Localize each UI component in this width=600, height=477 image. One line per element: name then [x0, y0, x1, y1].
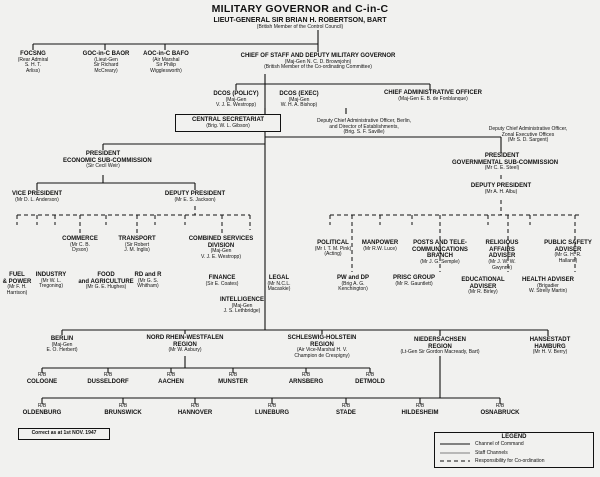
- rb-aachen: R/B AACHEN: [158, 372, 184, 385]
- goc-baor-title: GOC-in-C BAOR: [82, 51, 130, 57]
- legend-item-staff: Staff Channels: [475, 450, 508, 456]
- rb-detmold: R/B DETMOLD: [355, 372, 385, 385]
- industry-box: INDUSTRY (Mr W. L. Tregoning): [35, 272, 67, 290]
- region-niedersachsen: NIEDERSACHSEN REGION (Lt-Gen Sir Gordon Macready, Bart): [400, 337, 480, 356]
- legal-box: LEGAL (Mr N.C.L. Macaskie): [267, 275, 291, 293]
- fuel-power-box: FUEL & POWER (Mr F. H. Harrison): [2, 272, 32, 297]
- deputy-president-gov-box: DEPUTY PRESIDENT (Mr A. H. Albu): [470, 183, 532, 195]
- dcos-policy-box: DCOS (POLICY) (Maj-Gen V. J. E. Westropp): [213, 91, 259, 109]
- military-governor-note: (British Member of the Control Council): [256, 24, 344, 30]
- rb-oldenburg: R/B OLDENBURG: [22, 403, 62, 416]
- date-note: Correct as at 1st NOV. 1947: [18, 428, 110, 440]
- health-adviser-box: HEALTH ADVISER (Brigadier W. Strelly Martin): [521, 277, 574, 295]
- central-secretariat-box: CENTRAL SECRETARIAT (Brig. W. L. Gibson): [175, 114, 281, 132]
- manpower-box: MANPOWER (Mr R.W. Luce): [361, 240, 399, 252]
- rb-brunswick: R/B BRUNSWICK: [104, 403, 142, 416]
- rb-arnsberg: R/B ARNSBERG: [288, 372, 324, 385]
- rb-cologne: R/B COLOGNE: [26, 372, 58, 385]
- military-governor-name: LIEUT-GENERAL SIR BRIAN H. ROBERTSON, BART: [213, 17, 387, 24]
- focsng-title: FOCSNG: [20, 51, 46, 57]
- rb-hannover: R/B HANNOVER: [177, 403, 213, 416]
- deputy-admin-berlin-box: Deputy Chief Administrative Officer, Berlin, and Director of Establishments, (Brig. S. F. Saville): [316, 118, 412, 136]
- deputy-admin-zonal-box: Deputy Chief Administrative Officer, Zonal Executive Offices (Mr S. D. Sargent): [488, 126, 568, 144]
- combined-services-box: COMBINED SERVICES DIVISION (Maj-Gen V. J. E. Westropp): [188, 236, 254, 261]
- transport-box: TRANSPORT (Sir Robert J. M. Inglis): [118, 236, 156, 254]
- legend-title: LEGEND: [501, 434, 527, 440]
- aoc-bafo-box: AOC-in-C BAFO (Air Marshal Sir Philip Wigglesworth): [135, 51, 197, 75]
- intelligence-box: INTELLIGENCE (Maj-Gen J. S. Lethbridge): [219, 297, 264, 315]
- pw-dp-box: PW and DP (Brig A. G. Kenchington): [336, 275, 369, 293]
- rb-munster: R/B MUNSTER: [218, 372, 248, 385]
- educational-adviser-box: EDUCATIONAL ADVISER (Mr R. Birley): [461, 277, 505, 296]
- aoc-bafo-title: AOC-in-C BAFO: [143, 51, 189, 57]
- chief-admin-box: CHIEF ADMINISTRATIVE OFFICER (Maj-Gen E. B. de Fonblanque): [384, 90, 482, 102]
- posts-telecom-box: POSTS AND TELE- COMMUNICATIONS BRANCH (Mr J. G. Semple): [412, 240, 468, 266]
- legend-item-command: Channel of Command: [475, 441, 524, 447]
- religious-affairs-box: RELIGIOUS AFFAIRS ADVISER (Mr J. W. W. Gwynne): [485, 240, 519, 271]
- rb-dusseldorf: R/B DUSSELDORF: [87, 372, 129, 385]
- region-schleswig-holstein: SCHLESWIG-HOLSTEIN REGION (Air Vice-Marshal H. V. Champion de Crespigny): [287, 335, 357, 360]
- rb-hildesheim: R/B HILDESHEIM: [401, 403, 439, 416]
- vice-president-box: VICE PRESIDENT (Mr D. L. Anderson): [11, 191, 62, 203]
- rb-luneburg: R/B LUNEBURG: [255, 403, 289, 416]
- food-agriculture-box: FOOD and AGRICULTURE (Mr G. E. Hughes): [78, 272, 134, 291]
- public-safety-box: PUBLIC SAFETY ADVISER (Mr G. H. R. Halland): [544, 240, 592, 265]
- goc-baor-box: GOC-in-C BAOR (Lieut-Gen Sir Richard McCreary): [75, 51, 137, 75]
- deputy-president-econ-box: DEPUTY PRESIDENT (Mr E. S. Jackson): [164, 191, 226, 203]
- rb-osnabruck: R/B OSNABRUCK: [480, 403, 520, 416]
- chart-title: MILITARY GOVERNOR and C-in-C: [211, 3, 389, 15]
- economic-subcommission-box: PRESIDENT ECONOMIC SUB-COMMISSION (Sir Cecil Weir): [63, 151, 152, 170]
- finance-box: FINANCE (Sir E. Coates): [205, 275, 239, 287]
- focsng-box: FOCSNG (Rear Admiral S. H. T. Arliss): [3, 51, 63, 75]
- region-hamburg: HANSESTADT HAMBURG (Mr H. V. Berry): [529, 337, 571, 356]
- rd-r-box: RD and R (Mr G. S. Whitham): [134, 272, 162, 290]
- governmental-subcommission-box: PRESIDENT GOVERNMENTAL SUB-COMMISSION (Mr C. E. Steel): [452, 153, 559, 172]
- legend-item-coordination: Responsibility for Co-ordination: [475, 458, 545, 464]
- region-nord-rhein-westfalen: NORD RHEIN-WESTFALEN REGION (Mr W. Asbury): [146, 335, 224, 354]
- legend: [434, 432, 594, 468]
- chief-of-staff-box: CHIEF OF STAFF AND DEPUTY MILITARY GOVERNOR (Maj-Gen N. C. D. Brownjohn) (British Member of the Co-ordinating Committee): [200, 53, 436, 71]
- rb-stade: R/B STADE: [336, 403, 356, 416]
- commerce-box: COMMERCE (Mr C. B. Dyson): [62, 236, 98, 254]
- political-box: POLITICAL (Mr I. T. M. Pink) (Acting): [314, 240, 352, 258]
- dcos-exec-box: DCOS (EXEC) (Maj-Gen W. H. A. Bishop): [279, 91, 319, 109]
- prisc-group-box: PRISC GROUP (Mr R. Gauntlett): [392, 275, 435, 287]
- chief-of-staff-title: CHIEF OF STAFF AND DEPUTY MILITARY GOVERNOR: [240, 53, 396, 59]
- region-berlin: BERLIN (Maj-Gen E. O. Herbert): [46, 336, 78, 354]
